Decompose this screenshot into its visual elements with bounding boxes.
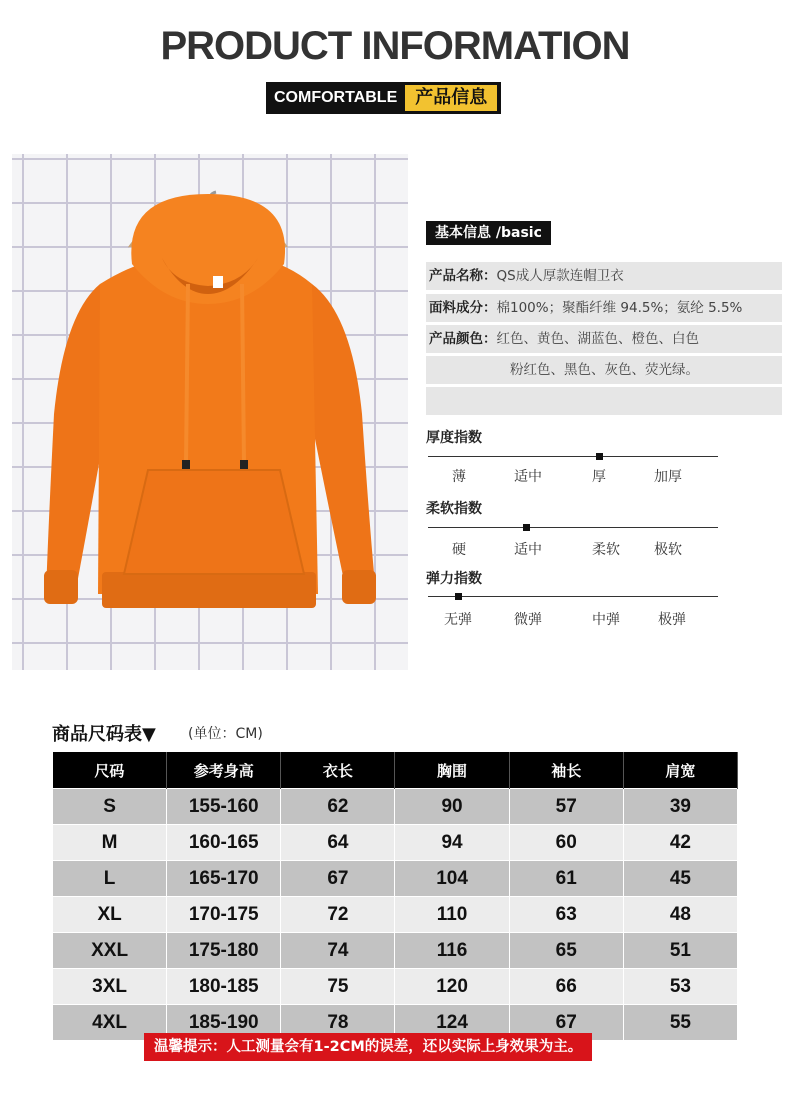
table-cell: 64 [281,825,395,861]
thickness-scale [428,456,718,457]
page-title: PRODUCT INFORMATION [160,24,630,68]
size-table [52,752,738,1041]
table-cell: 63 [509,897,623,933]
table-cell: L [53,861,167,897]
table-cell: 110 [395,897,509,933]
color-key: 产品颜色： [429,331,497,347]
table-cell: 3XL [53,969,167,1005]
table-cell: 104 [395,861,509,897]
color-value-2: 粉红色、黑色、灰色、荧光绿。 [510,362,699,378]
elasticity-label: 微弹 [514,612,542,628]
header-cell: 胸围 [395,752,509,789]
table-cell: 4XL [53,1005,167,1041]
table-cell: XXL [53,933,167,969]
color-row [426,325,782,353]
table-cell: 61 [509,861,623,897]
elasticity-label: 极弹 [658,612,686,628]
thickness-label: 薄 [452,469,466,485]
softness-label: 硬 [452,542,466,558]
table-cell: 55 [623,1005,737,1041]
table-cell: M [53,825,167,861]
hoodie-illustration [12,154,408,670]
table-cell: 165-170 [167,861,281,897]
table-cell: 39 [623,789,737,825]
table-cell: 42 [623,825,737,861]
empty-row [426,387,782,415]
table-cell: 51 [623,933,737,969]
size-table-header [53,752,738,789]
table-cell: 116 [395,933,509,969]
table-cell: 78 [281,1005,395,1041]
product-name-value: QS成人厚款连帽卫衣 [496,268,624,284]
product-name-row [426,262,782,290]
table-row [53,789,738,825]
table-cell: 120 [395,969,509,1005]
table-cell: S [53,789,167,825]
table-cell: 124 [395,1005,509,1041]
table-cell: 57 [509,789,623,825]
table-cell: 65 [509,933,623,969]
elasticity-label: 中弹 [592,612,620,628]
header-badge [266,82,501,114]
table-cell: 66 [509,969,623,1005]
table-cell: 185-190 [167,1005,281,1041]
table-row [53,933,738,969]
measurement-notice: 温馨提示：人工测量会有1-2CM的误差，还以实际上身效果为主。 [144,1033,592,1061]
table-cell: 72 [281,897,395,933]
table-cell: 60 [509,825,623,861]
table-row [53,897,738,933]
softness-scale [428,527,718,528]
softness-label: 极软 [654,542,682,558]
table-cell: XL [53,897,167,933]
badge-english: COMFORTABLE [274,89,398,106]
elasticity-scale [428,596,718,597]
thickness-marker [596,453,603,460]
size-chart-title: 商品尺码表▼ [52,724,156,745]
thickness-label: 加厚 [654,469,682,485]
thickness-label: 厚 [592,469,606,485]
table-cell: 180-185 [167,969,281,1005]
elasticity-label: 无弹 [444,612,472,628]
table-cell: 48 [623,897,737,933]
table-cell: 74 [281,933,395,969]
softness-label: 适中 [514,542,542,558]
table-row [53,825,738,861]
product-name-key: 产品名称： [429,268,497,284]
table-cell: 67 [281,861,395,897]
header-cell: 尺码 [53,752,167,789]
table-cell: 62 [281,789,395,825]
fabric-key: 面料成分： [429,300,497,316]
table-row [53,861,738,897]
table-cell: 75 [281,969,395,1005]
size-chart-unit: (单位：CM) [188,726,263,742]
badge-chinese: 产品信息 [405,85,497,111]
product-photo [12,154,408,670]
thickness-label: 适中 [514,469,542,485]
color-row-continued [426,356,782,384]
header-cell: 袖长 [509,752,623,789]
table-cell: 53 [623,969,737,1005]
basic-info-tag: 基本信息 /basic [426,221,551,245]
table-cell: 175-180 [167,933,281,969]
table-cell: 67 [509,1005,623,1041]
table-cell: 170-175 [167,897,281,933]
table-row [53,969,738,1005]
header-cell: 肩宽 [623,752,737,789]
fabric-row [426,294,782,322]
header-cell: 衣长 [281,752,395,789]
table-cell: 155-160 [167,789,281,825]
softness-index-title: 柔软指数 [426,501,482,517]
elasticity-marker [455,593,462,600]
elasticity-index-title: 弹力指数 [426,571,482,587]
table-cell: 160-165 [167,825,281,861]
color-value-1: 红色、黄色、湖蓝色、橙色、白色 [496,331,699,347]
thickness-index-title: 厚度指数 [426,430,482,446]
header-cell: 参考身高 [167,752,281,789]
table-cell: 45 [623,861,737,897]
table-cell: 90 [395,789,509,825]
softness-label: 柔软 [592,542,620,558]
fabric-value: 棉100%；聚酯纤维 94.5%；氨纶 5.5% [496,300,743,316]
table-cell: 94 [395,825,509,861]
softness-marker [523,524,530,531]
